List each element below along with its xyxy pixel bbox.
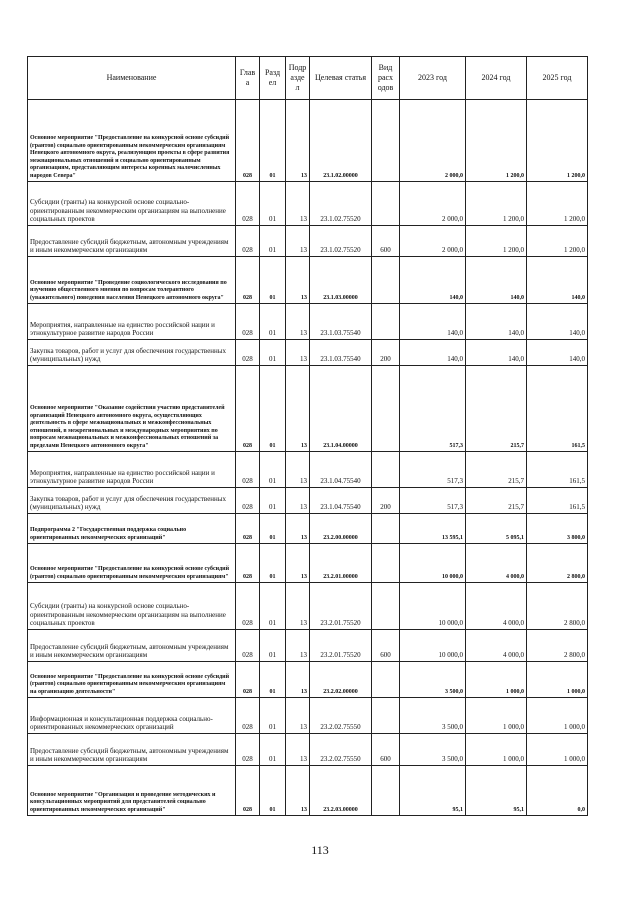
cell-2025: 161,5 [527,488,588,514]
header-name: Наименование [28,57,236,100]
cell-expense-type: 600 [372,226,400,257]
cell-target-article: 23.2.03.00000 [310,766,372,816]
cell-expense-type: 600 [372,734,400,766]
cell-expense-type [372,257,400,304]
cell-expense-type [372,544,400,583]
header-2025: 2025 год [527,57,588,100]
cell-2023: 3 500,0 [400,662,466,698]
header-podrazdel: Подр азде л [286,57,310,100]
cell-2024: 1 200,0 [466,182,527,226]
cell-2024: 215,7 [466,366,527,452]
row-name: Подпрограмма 2 "Государственная поддержка социально ориентированных некоммерческих организаций" [28,514,236,544]
row-name: Закупка товаров, работ и услуг для обеспечения государственных (муниципальных) нужд [28,340,236,366]
table-header-row [28,57,588,100]
cell-2024: 4 000,0 [466,583,527,630]
cell-2025: 1 200,0 [527,182,588,226]
table-row [28,340,588,366]
cell-podrazdel: 13 [286,544,310,583]
cell-target-article: 23.1.03.75540 [310,304,372,340]
cell-podrazdel: 13 [286,366,310,452]
cell-expense-type [372,514,400,544]
cell-2025: 1 200,0 [527,100,588,182]
cell-target-article: 23.1.04.75540 [310,488,372,514]
table-row [28,514,588,544]
row-name: Закупка товаров, работ и услуг для обеспечения государственных (муниципальных) нужд [28,488,236,514]
cell-razdel: 01 [260,182,286,226]
table-row [28,366,588,452]
cell-2025: 161,5 [527,366,588,452]
cell-2023: 10 000,0 [400,583,466,630]
header-2023: 2023 год [400,57,466,100]
table-row [28,583,588,630]
cell-2023: 2 000,0 [400,226,466,257]
cell-glava: 028 [236,698,260,734]
cell-podrazdel: 13 [286,226,310,257]
header-glava: Глав а [236,57,260,100]
cell-2023: 3 500,0 [400,698,466,734]
row-name: Субсидии (гранты) на конкурсной основе социально-ориентированным некоммерческим организациям на выполнение социальных проектов [28,182,236,226]
cell-2023: 517,3 [400,366,466,452]
cell-glava: 028 [236,226,260,257]
cell-expense-type: 200 [372,488,400,514]
cell-glava: 028 [236,766,260,816]
cell-razdel: 01 [260,304,286,340]
cell-2025: 2 800,0 [527,630,588,662]
cell-podrazdel: 13 [286,630,310,662]
cell-expense-type [372,583,400,630]
cell-expense-type [372,100,400,182]
cell-target-article: 23.2.01.75520 [310,583,372,630]
cell-expense-type [372,662,400,698]
cell-target-article: 23.1.03.75540 [310,340,372,366]
cell-glava: 028 [236,662,260,698]
table-row [28,304,588,340]
cell-2024: 215,7 [466,488,527,514]
cell-glava: 028 [236,304,260,340]
cell-expense-type: 200 [372,340,400,366]
cell-expense-type [372,304,400,340]
table-row [28,488,588,514]
cell-target-article: 23.2.02.00000 [310,662,372,698]
cell-razdel: 01 [260,734,286,766]
cell-glava: 028 [236,583,260,630]
cell-razdel: 01 [260,488,286,514]
table-row [28,698,588,734]
cell-podrazdel: 13 [286,662,310,698]
cell-2025: 140,0 [527,304,588,340]
table-body [28,100,588,816]
cell-2024: 215,7 [466,452,527,488]
cell-podrazdel: 13 [286,452,310,488]
cell-2023: 95,1 [400,766,466,816]
cell-target-article: 23.2.01.75520 [310,630,372,662]
cell-podrazdel: 13 [286,488,310,514]
table-row [28,452,588,488]
cell-glava: 028 [236,340,260,366]
cell-razdel: 01 [260,340,286,366]
cell-2023: 13 595,1 [400,514,466,544]
cell-2025: 2 800,0 [527,583,588,630]
cell-glava: 028 [236,734,260,766]
cell-2025: 3 800,0 [527,514,588,544]
row-name: Основное мероприятие "Предоставление на конкурсной основе субсидий (грантов) социально ориентированным некоммерческим организациям Ненецкого автономного округа, реализующим проекты в сфере развития межнациональных отношений и социально ориентированным организациям, представляющим интересы коренных малочисленных народов Севера" [28,100,236,182]
cell-2024: 140,0 [466,304,527,340]
cell-glava: 028 [236,630,260,662]
cell-2024: 140,0 [466,340,527,366]
table-row [28,100,588,182]
cell-target-article: 23.1.03.00000 [310,257,372,304]
cell-podrazdel: 13 [286,583,310,630]
cell-expense-type [372,452,400,488]
cell-target-article: 23.2.00.00000 [310,514,372,544]
cell-target-article: 23.1.04.75540 [310,452,372,488]
cell-razdel: 01 [260,698,286,734]
cell-glava: 028 [236,257,260,304]
row-name: Предоставление субсидий бюджетным, автономным учреждениям и иным некоммерческим организациям [28,734,236,766]
header-2024: 2024 год [466,57,527,100]
cell-glava: 028 [236,514,260,544]
cell-glava: 028 [236,452,260,488]
cell-2023: 140,0 [400,257,466,304]
page-number: 113 [311,843,329,857]
table-row [28,544,588,583]
cell-2025: 1 000,0 [527,662,588,698]
header-razdel: Разд ел [260,57,286,100]
cell-2025: 140,0 [527,257,588,304]
row-name: Основное мероприятие "Проведение социологического исследования по изучению общественного мнения по вопросам толерантного (уважительного) поведения населения Ненецкого автономного округа" [28,257,236,304]
cell-razdel: 01 [260,257,286,304]
cell-expense-type: 600 [372,630,400,662]
row-name: Основное мероприятие "Предоставление на конкурсной основе субсидий (грантов) социально ориентированным некоммерческим организациям" [28,544,236,583]
cell-target-article: 23.1.02.75520 [310,226,372,257]
cell-expense-type [372,766,400,816]
cell-2024: 95,1 [466,766,527,816]
cell-razdel: 01 [260,766,286,816]
cell-podrazdel: 13 [286,734,310,766]
cell-2025: 161,5 [527,452,588,488]
table-row [28,257,588,304]
cell-2025: 2 800,0 [527,544,588,583]
cell-podrazdel: 13 [286,257,310,304]
cell-glava: 028 [236,544,260,583]
cell-2023: 140,0 [400,340,466,366]
row-name: Основное мероприятие "Оказание содействия участию представителей организаций Ненецкого автономного округа, осуществляющих деятельность в сфере межнациональных и межконфессиональных отношений, в межрегиональных и международных мероприятиях по вопросам межнациональных и межконфессиональных отношений за пределами Ненецкого автономного округа" [28,366,236,452]
cell-2025: 1 000,0 [527,698,588,734]
cell-podrazdel: 13 [286,698,310,734]
cell-2023: 2 000,0 [400,182,466,226]
cell-razdel: 01 [260,630,286,662]
cell-2023: 140,0 [400,304,466,340]
row-name: Информационная и консультационная поддержка социально-ориентированных некоммерческих организаций [28,698,236,734]
cell-podrazdel: 13 [286,340,310,366]
row-name: Мероприятия, направленные на единство российской нации и этнокультурное развитие народов России [28,452,236,488]
cell-razdel: 01 [260,100,286,182]
cell-target-article: 23.2.02.75550 [310,734,372,766]
cell-2024: 4 000,0 [466,544,527,583]
cell-glava: 028 [236,488,260,514]
budget-table [27,56,588,816]
cell-expense-type [372,698,400,734]
cell-target-article: 23.2.01.00000 [310,544,372,583]
cell-2024: 1 000,0 [466,734,527,766]
cell-2024: 5 095,1 [466,514,527,544]
cell-2023: 3 500,0 [400,734,466,766]
row-name: Основное мероприятие "Организация и проведение методических и консультационных мероприятий для представителей социально ориентированных некоммерческих организаций" [28,766,236,816]
cell-glava: 028 [236,182,260,226]
cell-glava: 028 [236,366,260,452]
table-row [28,766,588,816]
header-target-article: Целевая статья [310,57,372,100]
cell-expense-type [372,182,400,226]
cell-2023: 517,3 [400,452,466,488]
cell-razdel: 01 [260,226,286,257]
cell-razdel: 01 [260,452,286,488]
cell-razdel: 01 [260,366,286,452]
header-expense-type: Вид расх одов [372,57,400,100]
cell-2025: 1 000,0 [527,734,588,766]
cell-expense-type [372,366,400,452]
cell-2023: 10 000,0 [400,630,466,662]
cell-2025: 0,0 [527,766,588,816]
cell-2023: 2 000,0 [400,100,466,182]
cell-razdel: 01 [260,662,286,698]
cell-2024: 4 000,0 [466,630,527,662]
cell-podrazdel: 13 [286,514,310,544]
cell-2024: 1 000,0 [466,662,527,698]
cell-target-article: 23.1.04.00000 [310,366,372,452]
cell-glava: 028 [236,100,260,182]
table-row [28,226,588,257]
cell-target-article: 23.2.02.75550 [310,698,372,734]
cell-razdel: 01 [260,583,286,630]
cell-target-article: 23.1.02.00000 [310,100,372,182]
table-row [28,630,588,662]
cell-2023: 10 000,0 [400,544,466,583]
row-name: Мероприятия, направленные на единство российской нации и этнокультурное развитие народов России [28,304,236,340]
row-name: Предоставление субсидий бюджетным, автономным учреждениям и иным некоммерческим организациям [28,630,236,662]
cell-podrazdel: 13 [286,304,310,340]
cell-podrazdel: 13 [286,100,310,182]
row-name: Субсидии (гранты) на конкурсной основе социально-ориентированным некоммерческим организациям на выполнение социальных проектов [28,583,236,630]
cell-2024: 1 200,0 [466,226,527,257]
table-row [28,182,588,226]
cell-2025: 140,0 [527,340,588,366]
cell-2023: 517,3 [400,488,466,514]
cell-podrazdel: 13 [286,766,310,816]
cell-2025: 1 200,0 [527,226,588,257]
cell-razdel: 01 [260,544,286,583]
table-row [28,662,588,698]
cell-podrazdel: 13 [286,182,310,226]
cell-razdel: 01 [260,514,286,544]
cell-2024: 140,0 [466,257,527,304]
cell-target-article: 23.1.02.75520 [310,182,372,226]
row-name: Основное мероприятие "Предоставление на конкурсной основе субсидий (грантов) социально ориентированным некоммерческим организациям на организацию деятельности" [28,662,236,698]
cell-2024: 1 200,0 [466,100,527,182]
cell-2024: 1 000,0 [466,698,527,734]
table-row [28,734,588,766]
row-name: Предоставление субсидий бюджетным, автономным учреждениям и иным некоммерческим организациям [28,226,236,257]
